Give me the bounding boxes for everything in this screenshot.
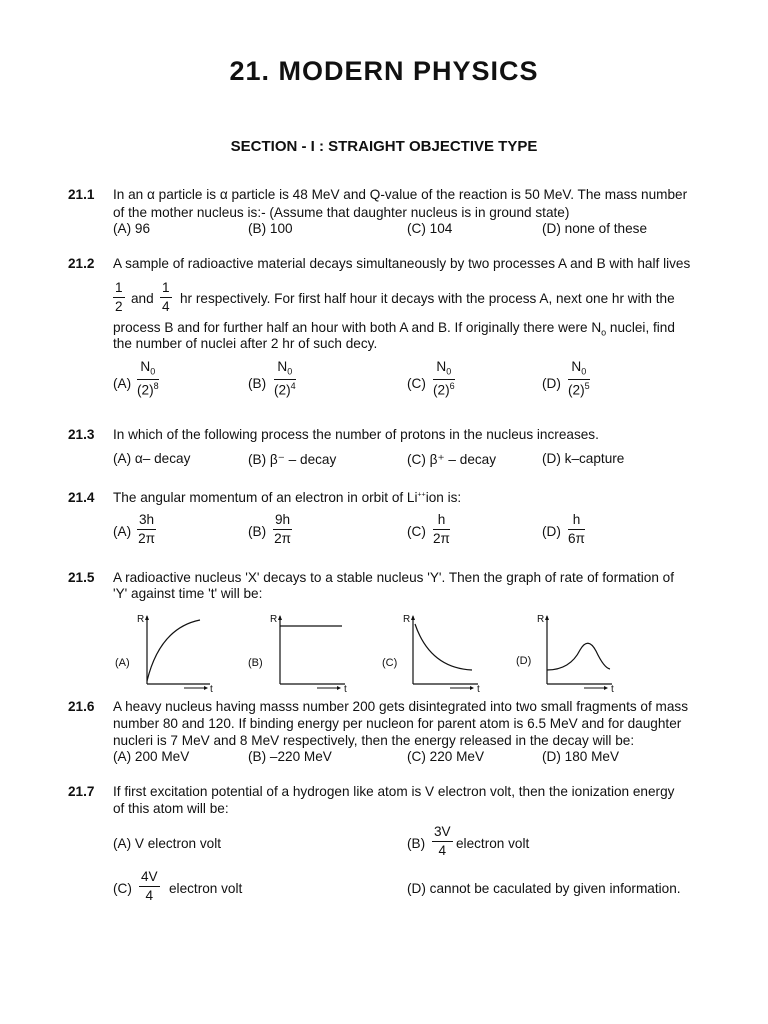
question-text: 'Y' against time 't' will be: — [113, 586, 263, 601]
question-text: hr respectively. For first half hour it decays with the process A, next one hr with the — [180, 291, 675, 306]
option-b-fraction: $\frac{N_0}{(2)^4}$ — [274, 359, 296, 398]
option-c: (C) β⁺ – decay — [407, 452, 497, 467]
x-axis-label: t — [611, 684, 614, 695]
option-b-label: (B) — [248, 376, 267, 391]
graphs-figure — [100, 606, 660, 696]
option-a: (A) V electron volt — [113, 836, 222, 851]
question-text: number 80 and 120. If binding energy per nucleon for parent atom is 6.5 MeV and for daughter — [113, 716, 682, 731]
option-b-fraction: $\frac{3V}{4}$ — [434, 824, 451, 858]
graph-label-d: (D) — [516, 655, 532, 667]
option-c-fraction: $\frac{h}{2\pi}$ — [433, 512, 450, 546]
question-number-21-1: 21.1 — [68, 187, 95, 202]
option-d: (D) cannot be caculated by given information. — [407, 881, 681, 896]
y-axis-label: R — [537, 614, 545, 625]
question-text: the number of nuclei after 2 hr of such decy. — [113, 336, 378, 351]
question-text: of this atom will be: — [113, 801, 229, 816]
section-heading: SECTION - I : STRAIGHT OBJECTIVE TYPE — [230, 138, 538, 155]
option-d: (D) 180 MeV — [542, 749, 620, 764]
option-b-text: electron volt — [456, 836, 530, 851]
question-number-21-4: 21.4 — [68, 490, 95, 505]
graph-label-c: (C) — [382, 657, 398, 669]
x-axis-label: t — [344, 684, 347, 695]
question-text: In which of the following process the number of protons in the nucleus increases. — [113, 427, 599, 442]
conjunction-text: and — [131, 291, 154, 306]
question-text: The angular momentum of an electron in orbit of Li++ion is: — [113, 490, 462, 505]
option-a: (A) α– decay — [113, 451, 191, 466]
option-a-fraction: $\frac{3h}{2\pi}$ — [138, 512, 156, 546]
y-axis-label: R — [270, 614, 278, 625]
question-text: In an α particle is α particle is 48 MeV and Q-value of the reaction is 50 MeV. The mass number — [113, 187, 688, 202]
option-c-label: (C) — [407, 524, 426, 539]
option-a-label: (A) — [113, 524, 132, 539]
question-text: A radioactive nucleus 'X' decays to a stable nucleus 'Y'. Then the graph of rate of formation of — [113, 570, 675, 585]
question-number-21-3: 21.3 — [68, 427, 95, 442]
option-c-label: (C) — [113, 881, 132, 896]
option-c-text: electron volt — [169, 881, 243, 896]
option-a-fraction: $\frac{N_0}{(2)^8}$ — [137, 359, 159, 398]
question-number-21-2: 21.2 — [68, 256, 95, 271]
option-d: (D) k–capture — [542, 451, 625, 466]
option-a-label: (A) — [113, 376, 132, 391]
fraction-quarter: $\frac{1}{4}$ — [162, 280, 170, 314]
option-d: (D) none of these — [542, 221, 648, 236]
option-d-fraction: $\frac{h}{6\pi}$ — [568, 512, 585, 546]
y-axis-label: R — [403, 614, 411, 625]
option-c: (C) 220 MeV — [407, 749, 485, 764]
option-b: (B) –220 MeV — [248, 749, 332, 764]
graph-label-b: (B) — [248, 657, 263, 669]
option-d-label: (D) — [542, 524, 561, 539]
option-d-fraction: $\frac{N_0}{(2)^5}$ — [568, 359, 590, 398]
question-text: nucleri is 7 MeV and 8 MeV respectively, then the energy released in the decay will be: — [113, 733, 635, 748]
question-number-21-5: 21.5 — [68, 570, 95, 585]
question-text: of the mother nucleus is:- (Assume that daughter nucleus is in ground state) — [113, 205, 570, 220]
y-axis-label: R — [137, 614, 145, 625]
page-title: 21. MODERN PHYSICS — [229, 56, 539, 86]
option-b-label: (B) — [407, 836, 426, 851]
question-text: A heavy nucleus having masss number 200 gets disintegrated into two small fragments of mass — [113, 699, 689, 714]
option-c-fraction: $\frac{4V}{4}$ — [141, 869, 158, 903]
option-d-label: (D) — [542, 376, 561, 391]
x-axis-label: t — [477, 684, 480, 695]
option-c-label: (C) — [407, 376, 426, 391]
question-number-21-6: 21.6 — [68, 699, 95, 714]
option-a: (A) 200 MeV — [113, 749, 190, 764]
option-b: (B) β⁻ – decay — [248, 452, 337, 467]
graph-label-a: (A) — [115, 657, 130, 669]
option-c: (C) 104 — [407, 221, 453, 236]
question-text: A sample of radioactive material decays simultaneously by two processes A and B with half lives — [113, 256, 691, 271]
question-text: process B and for further half an hour with both A and B. If originally there were $N_o$ nuclei, find — [113, 320, 675, 338]
x-axis-label: t — [210, 684, 213, 695]
option-b-fraction: $\frac{9h}{2\pi}$ — [274, 512, 292, 546]
fraction-half: $\frac{1}{2}$ — [115, 280, 123, 314]
option-b: (B) 100 — [248, 221, 293, 236]
question-number-21-7: 21.7 — [68, 784, 95, 799]
option-b-label: (B) — [248, 524, 267, 539]
question-text: If first excitation potential of a hydrogen like atom is V electron volt, then the ionization energy — [113, 784, 675, 799]
option-c-fraction: $\frac{N_0}{(2)^6}$ — [433, 359, 455, 398]
option-a: (A) 96 — [113, 221, 151, 236]
